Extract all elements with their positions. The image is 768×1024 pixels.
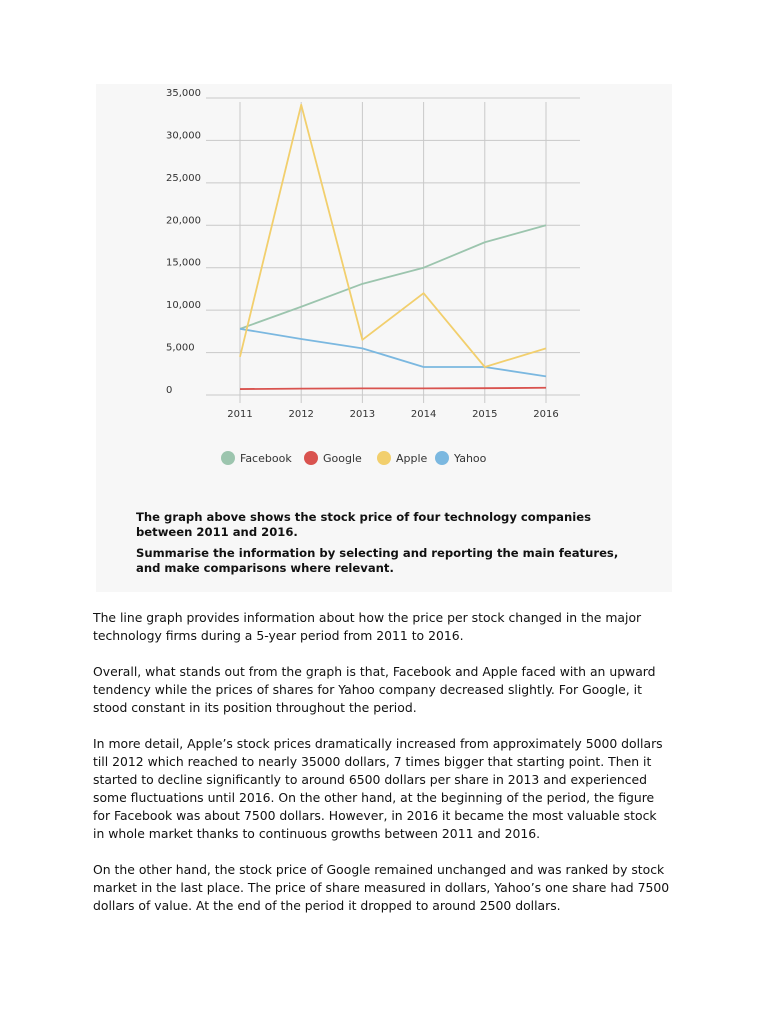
essay-paragraph-1 [93, 609, 693, 645]
legend-label-google: Google [323, 452, 362, 465]
y-tick-label: 35,000 [166, 88, 201, 99]
y-tick-label: 0 [166, 385, 173, 396]
essay-paragraph-3 [93, 735, 693, 843]
y-tick-label: 20,000 [166, 215, 201, 227]
x-tick-label: 2011 [227, 409, 253, 420]
essay-line: stood constant in its position throughout the period. [93, 700, 417, 715]
legend-swatch-facebook [221, 451, 235, 465]
essay-line: market in the last place. The price of share measured in dollars, Yahoo’s one share had 7500 [93, 880, 670, 895]
essay-line: in whole market thanks to continuous growths between 2011 and 2016. [93, 826, 541, 841]
essay-line: for Facebook was about 7500 dollars. However, in 2016 it became the most valuable stock [93, 808, 657, 823]
task-line-3: Summarise the information by selecting and reporting the main features, [136, 546, 619, 560]
x-tick-label: 2012 [288, 409, 314, 420]
chart-figure [96, 84, 672, 592]
task-line-1: The graph above shows the stock price of four technology companies [136, 510, 591, 524]
essay-line: On the other hand, the stock price of Google remained unchanged and was ranked by stock [93, 862, 665, 877]
y-tick-label: 5,000 [166, 342, 195, 354]
series-line-facebook [240, 225, 546, 329]
x-tick-label: 2013 [349, 409, 376, 420]
legend-swatch-apple [377, 451, 391, 465]
essay-line: some fluctuations until 2016. On the other hand, at the beginning of the period, the figure [93, 790, 655, 805]
task-line-4: and make comparisons where relevant. [136, 561, 394, 575]
y-tick-label: 25,000 [166, 172, 201, 184]
y-tick-label: 10,000 [166, 300, 201, 312]
y-tick-label: 30,000 [166, 130, 201, 142]
legend-swatch-yahoo [435, 451, 449, 465]
essay-line: technology firms during a 5-year period from 2011 to 2016. [93, 628, 464, 643]
essay-paragraph-2 [93, 663, 693, 717]
legend-swatch-google [304, 451, 318, 465]
essay-line: till 2012 which reached to nearly 35000 dollars, 7 times bigger that starting point. Then it [93, 754, 652, 769]
task-line-2: between 2011 and 2016. [136, 525, 298, 539]
legend-label-yahoo: Yahoo [454, 452, 487, 465]
essay-line: The line graph provides information about how the price per stock changed in the major [93, 610, 642, 625]
y-tick-label: 15,000 [166, 257, 201, 269]
x-tick-label: 2016 [533, 409, 559, 420]
series-line-google [240, 388, 546, 389]
essay-line: tendency while the prices of shares for Yahoo company decreased slightly. For Google, it [93, 682, 642, 697]
essay-line: Overall, what stands out from the graph is that, Facebook and Apple faced with an upward [93, 664, 656, 679]
legend-label-apple: Apple [396, 452, 428, 465]
x-tick-label: 2014 [410, 409, 437, 420]
series-line-apple [240, 105, 546, 367]
essay-paragraph-4 [93, 861, 693, 915]
essay-line: started to decline significantly to around 6500 dollars per share in 2013 and experienced [93, 772, 648, 787]
x-tick-label: 2015 [472, 409, 498, 420]
essay-line: In more detail, Apple’s stock prices dramatically increased from approximately 5000 dollars [93, 736, 663, 751]
task-prompt [136, 510, 636, 576]
legend-label-facebook: Facebook [240, 452, 292, 465]
essay-line: dollars of value. At the end of the period it dropped to around 2500 dollars. [93, 898, 561, 913]
essay-body [93, 609, 693, 933]
